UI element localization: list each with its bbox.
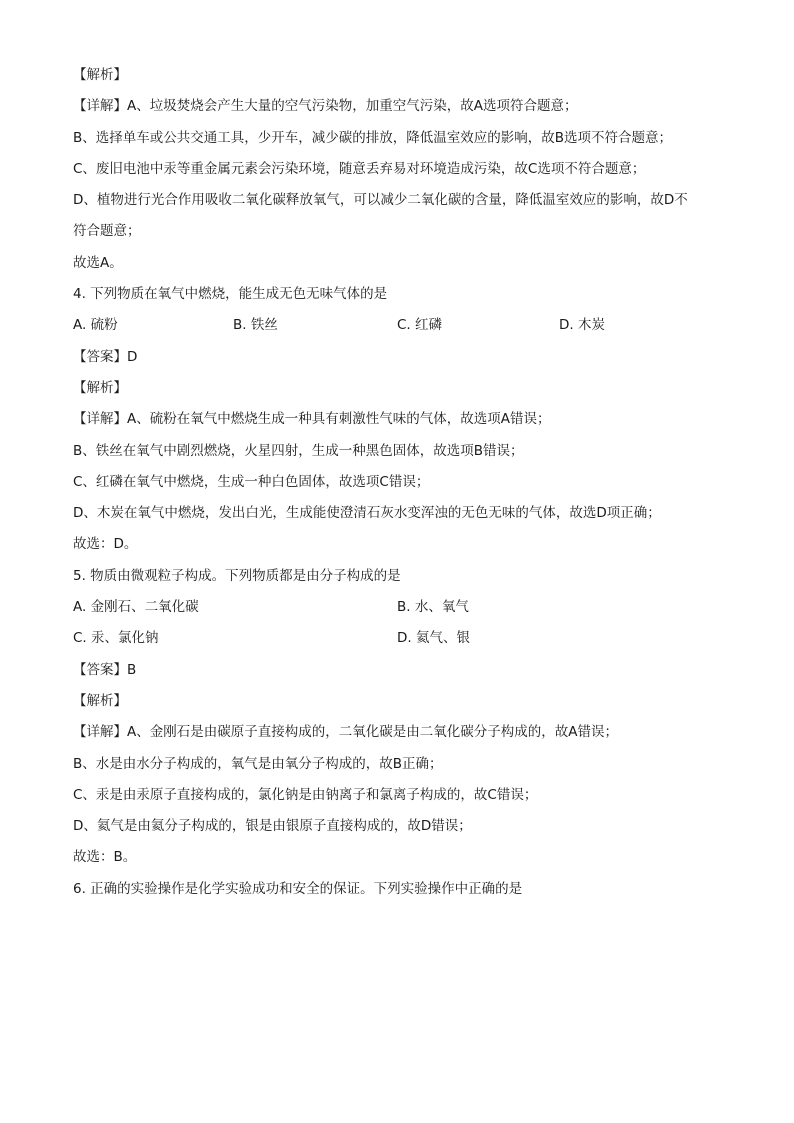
q5-option-b: B. 水、氧气 [397, 599, 469, 616]
q3-detail-d-line1: D、植物进行光合作用吸收二氧化碳释放氧气，可以减少二氧化碳的含量，降低温室效应的影响，故D不 [73, 192, 688, 209]
q5-option-d: D. 氦气、银 [397, 630, 470, 647]
q4-option-a: A. 硫粉 [73, 317, 118, 334]
q5-option-c: C. 汞、氯化钠 [73, 630, 159, 647]
q3-detail-b: B、选择单车或公共交通工具，少开车，减少碳的排放，降低温室效应的影响，故B选项不符合题意； [73, 129, 673, 146]
q6-stem: 6. 正确的实验操作是化学实验成功和安全的保证。下列实验操作中正确的是 [73, 880, 523, 897]
q5-answer: 【答案】B [73, 661, 137, 678]
q5-analysis-heading: 【解析】 [73, 692, 127, 709]
q4-options [73, 310, 723, 341]
q4-option-b: B. 铁丝 [233, 317, 278, 334]
q4-detail-b: B、铁丝在氧气中剧烈燃烧，火星四射，生成一种黑色固体，故选项B错误； [73, 442, 524, 459]
q3-conclusion: 故选A。 [73, 254, 123, 271]
q4-option-c: C. 红磷 [397, 317, 443, 334]
q4-answer: 【答案】D [73, 348, 138, 365]
q5-option-a: A. 金刚石、二氧化碳 [73, 599, 199, 616]
q4-option-d: D. 木炭 [559, 317, 605, 334]
q4-analysis-heading: 【解析】 [73, 379, 127, 396]
q4-detail-c: C、红磷在氧气中燃烧，生成一种白色固体，故选项C错误； [73, 473, 430, 490]
document-page [73, 60, 723, 905]
q5-stem: 5. 物质由微观粒子构成。下列物质都是由分子构成的是 [73, 567, 401, 584]
q3-detail-d-line2: 符合题意； [73, 223, 141, 240]
q5-detail-c: C、汞是由汞原子直接构成的，氯化钠是由钠离子和氯离子构成的，故C错误； [73, 786, 538, 803]
q5-options-row2 [73, 623, 723, 654]
q5-conclusion: 故选：B。 [73, 849, 137, 866]
q3-detail-a: 【详解】A、垃圾焚烧会产生大量的空气污染物，加重空气污染，故A选项符合题意； [73, 98, 578, 115]
q5-detail-b: B、水是由水分子构成的，氧气是由氧分子构成的，故B正确； [73, 755, 443, 772]
q4-detail-d: D、木炭在氧气中燃烧，发出白光，生成能使澄清石灰水变浑浊的无色无味的气体，故选D项正确； [73, 505, 661, 522]
q3-detail-c: C、废旧电池中汞等重金属元素会污染环境，随意丢弃易对环境造成污染，故C选项不符合题意； [73, 160, 646, 177]
q4-conclusion: 故选：D。 [73, 536, 138, 553]
q5-detail-a: 【详解】A、金刚石是由碳原子直接构成的，二氧化碳是由二氧化碳分子构成的，故A错误； [73, 724, 618, 741]
q3-analysis-heading: 【解析】 [73, 67, 127, 83]
q5-options-row1 [73, 592, 723, 623]
q4-detail-a: 【详解】A、硫粉在氧气中燃烧生成一种具有刺激性气味的气体，故选项A错误； [73, 411, 551, 428]
q4-stem: 4. 下列物质在氧气中燃烧，能生成无色无味气体的是 [73, 286, 388, 303]
q5-detail-d: D、氦气是由氦分子构成的，银是由银原子直接构成的，故D错误； [73, 818, 472, 835]
